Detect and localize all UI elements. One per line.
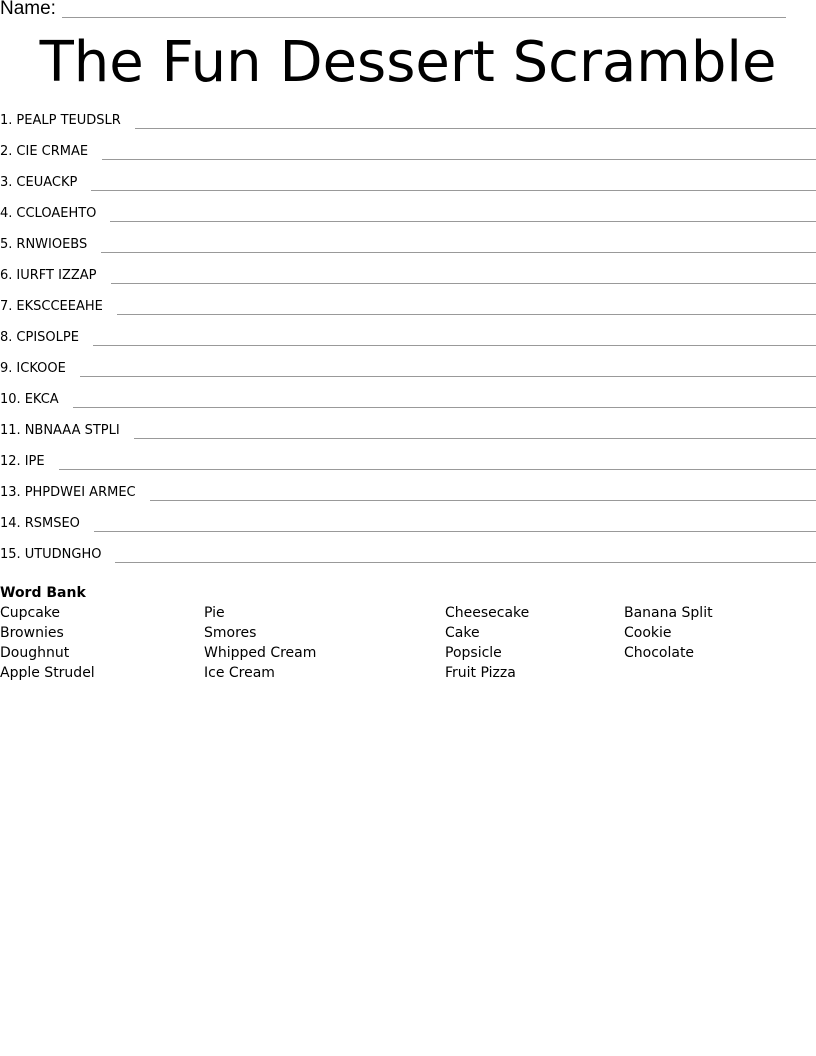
- question-number: 14.: [0, 516, 21, 531]
- word-bank-item: Brownies: [0, 625, 64, 641]
- answer-line[interactable]: [102, 142, 816, 160]
- scrambled-word: RSMSEO: [24, 516, 80, 531]
- question-text: [0, 235, 101, 255]
- word-bank-item: Cupcake: [0, 605, 61, 621]
- question-text: [0, 514, 94, 534]
- question-row: [0, 545, 816, 576]
- answer-line[interactable]: [80, 359, 816, 377]
- name-write-line[interactable]: [62, 17, 786, 18]
- question-row: [0, 235, 816, 266]
- scrambled-word: CIE CRMAE: [16, 144, 89, 159]
- question-row: [0, 483, 816, 514]
- answer-line[interactable]: [150, 483, 816, 501]
- scrambled-word: PEALP TEUDSLR: [16, 113, 121, 128]
- question-number: 9.: [0, 361, 13, 376]
- word-bank-column: [445, 603, 529, 683]
- question-row: [0, 204, 816, 235]
- question-number: 2.: [0, 144, 13, 159]
- answer-line[interactable]: [91, 173, 816, 191]
- question-number: 6.: [0, 268, 13, 283]
- scrambled-word: RNWIOEBS: [16, 237, 88, 252]
- scrambled-word: UTUDNGHO: [24, 547, 102, 562]
- word-bank-item: Popsicle: [445, 645, 502, 661]
- scrambled-word: CPISOLPE: [16, 330, 79, 345]
- question-text: [0, 328, 93, 348]
- question-row: [0, 111, 816, 142]
- word-bank-item: Cookie: [624, 625, 672, 641]
- answer-line[interactable]: [93, 328, 816, 346]
- word-bank-title: Word Bank: [0, 585, 86, 601]
- question-row: [0, 142, 816, 173]
- word-bank-item: Doughnut: [0, 645, 70, 661]
- word-bank-item: Ice Cream: [204, 665, 275, 681]
- name-label: Name:: [0, 0, 56, 19]
- word-bank: [0, 583, 816, 683]
- scrambled-word: IURFT IZZAP: [16, 268, 97, 283]
- question-number: 1.: [0, 113, 13, 128]
- question-number: 11.: [0, 423, 21, 438]
- question-text: [0, 111, 135, 131]
- question-text: [0, 173, 91, 193]
- question-number: 15.: [0, 547, 21, 562]
- scrambled-word: EKSCCEEAHE: [16, 299, 103, 314]
- answer-line[interactable]: [59, 452, 816, 470]
- scrambled-word: EKCA: [24, 392, 59, 407]
- word-bank-item: Cake: [445, 625, 480, 641]
- question-number: 7.: [0, 299, 13, 314]
- question-row: [0, 359, 816, 390]
- word-bank-grid: [0, 603, 816, 683]
- word-bank-column: [204, 603, 316, 683]
- scrambled-word: CEUACKP: [16, 175, 78, 190]
- question-text: [0, 390, 73, 410]
- word-bank-item: Whipped Cream: [204, 645, 317, 661]
- scrambled-word: IPE: [24, 454, 45, 469]
- question-number: 8.: [0, 330, 13, 345]
- question-text: [0, 483, 150, 503]
- question-row: [0, 390, 816, 421]
- question-number: 10.: [0, 392, 21, 407]
- scrambled-word: ICKOOE: [16, 361, 66, 376]
- scrambled-word: CCLOAEHTO: [16, 206, 97, 221]
- question-row: [0, 328, 816, 359]
- worksheet-title: The Fun Dessert Scramble: [39, 30, 777, 95]
- question-row: [0, 452, 816, 483]
- question-text: [0, 266, 111, 286]
- question-row: [0, 297, 816, 328]
- answer-line[interactable]: [117, 297, 816, 315]
- word-bank-item: Pie: [204, 605, 225, 621]
- question-text: [0, 359, 80, 379]
- question-number: 12.: [0, 454, 21, 469]
- answer-line[interactable]: [110, 204, 816, 222]
- answer-line[interactable]: [73, 390, 816, 408]
- question-text: [0, 297, 117, 317]
- answer-line[interactable]: [115, 545, 816, 563]
- answer-line[interactable]: [94, 514, 816, 532]
- answer-line[interactable]: [134, 421, 816, 439]
- question-row: [0, 514, 816, 545]
- answer-line[interactable]: [111, 266, 816, 284]
- question-row: [0, 173, 816, 204]
- word-bank-item: Fruit Pizza: [445, 665, 516, 681]
- word-bank-item: Apple Strudel: [0, 665, 95, 681]
- question-text: [0, 452, 59, 472]
- question-list: [0, 111, 816, 576]
- scrambled-word: NBNAAA STPLI: [24, 423, 120, 438]
- answer-line[interactable]: [101, 235, 816, 253]
- answer-line[interactable]: [135, 111, 816, 129]
- name-field-row: [0, 0, 790, 20]
- question-text: [0, 204, 110, 224]
- scrambled-word: PHPDWEI ARMEC: [24, 485, 136, 500]
- question-number: 5.: [0, 237, 13, 252]
- question-number: 3.: [0, 175, 13, 190]
- question-number: 4.: [0, 206, 13, 221]
- question-text: [0, 421, 134, 441]
- question-row: [0, 421, 816, 452]
- word-bank-item: Cheesecake: [445, 605, 530, 621]
- word-bank-column: [624, 603, 713, 663]
- word-bank-item: Smores: [204, 625, 257, 641]
- word-bank-item: Chocolate: [624, 645, 695, 661]
- question-number: 13.: [0, 485, 21, 500]
- question-row: [0, 266, 816, 297]
- word-bank-column: [0, 603, 95, 683]
- question-text: [0, 142, 102, 162]
- question-text: [0, 545, 115, 565]
- word-bank-item: Banana Split: [624, 605, 713, 621]
